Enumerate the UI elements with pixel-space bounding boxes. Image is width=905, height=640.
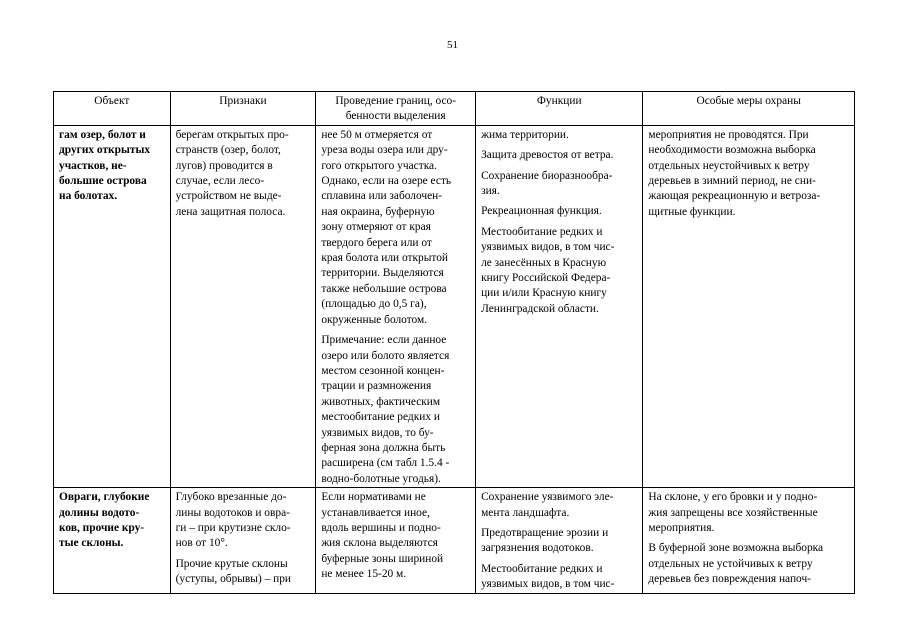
header-signs: Признаки [170, 92, 316, 126]
cell-object [54, 125, 171, 487]
measures-paragraph: мероприятия не проводятся. При необходимости возможна выборка отдельных неустойчивых к ветру деревьев в зимний период, не сни- жающая рекреационную и ветроза- щитные функции. [648, 128, 821, 218]
borders-note-paragraph: Примечание: если данное озеро или болото является местом сезонной концен- трации и размножения животных, фактическим местообитание редких и уязвимых видов, то бу- ферная зона должна быть расширена (см табл 1.5.4 - водно-болотные угодья). [321, 334, 450, 485]
table-row [54, 125, 855, 487]
cell-measures [643, 125, 855, 487]
object-text: Овраги, глубокие долины водото- ков, прочие кру- тые склоны. [59, 491, 150, 550]
cell-object [54, 488, 171, 593]
functions-paragraph: Местообитание редких и уязвимых видов, в том чис- ле занесённых в Красную книгу Российской Федера- ции и/или Красную книгу Ленинградской области. [481, 225, 615, 315]
page-number: 51 [447, 39, 458, 51]
functions-paragraph: Сохранение уязвимого эле- мента ландшафта. [481, 491, 614, 519]
cell-signs [170, 488, 316, 593]
functions-paragraph: Местообитание редких и уязвимых видов, в том чис- [481, 562, 615, 591]
table-row [54, 488, 855, 593]
cell-measures [643, 488, 855, 593]
object-text: гам озер, болот и других открытых участков, не- большие острова на болотах. [59, 128, 151, 203]
cell-functions [476, 488, 643, 593]
signs-paragraph: Прочие крутые склоны (уступы, обрывы) – при [175, 557, 292, 586]
measures-paragraph: В буферной зоне возможна выборка отдельных не устойчивых к ветру деревьев без повреждения напоч- [648, 542, 824, 586]
cell-borders [316, 488, 476, 593]
signs-paragraph: Глубоко врезанные до- лины водотоков и овра- ги – при крутизне скло- нов от 10°. [175, 491, 291, 550]
functions-paragraph: жима территории. [481, 128, 569, 141]
borders-paragraph: Если нормативами не устанавливается иное, вдоль вершины и подно- жия склона выделяются буферные зоны шириной не менее 15-20 м. [321, 491, 444, 581]
header-functions: Функции [476, 92, 643, 126]
functions-paragraph: Сохранение биоразнообра- зия. [481, 169, 613, 198]
cell-signs [170, 125, 316, 487]
header-object: Объект [54, 92, 171, 126]
header-borders: Проведение границ, осо- бенности выделения [316, 92, 476, 126]
borders-paragraph: нее 50 м отмеряется от уреза воды озера или дру- гого открытого участка. Однако, если на озере есть сплавина или заболочен- ная окраина, буферную зону отмеряют от края твердого берега или от края болота или открытой территории. Выделяются также небольшие острова (площадью до 0,5 га), окруженные болотом. [321, 128, 452, 326]
functions-paragraph: Предотвращение эрозии и загрязнения водотоков. [481, 526, 609, 555]
header-measures: Особые меры охраны [643, 92, 855, 126]
signs-paragraph: берегам открытых про- странств (озер, болот, лугов) проводится в случае, если лесо- устройством не выде- лена защитная полоса. [175, 128, 289, 218]
functions-paragraph: Защита древостоя от ветра. [481, 149, 614, 162]
protection-measures-table [53, 91, 855, 594]
table-header-row [54, 92, 855, 126]
functions-paragraph: Рекреационная функция. [481, 205, 602, 218]
measures-paragraph: На склоне, у его бровки и у подно- жия запрещены все хозяйственные мероприятия. [648, 491, 818, 534]
cell-functions [476, 125, 643, 487]
cell-borders [316, 125, 476, 487]
